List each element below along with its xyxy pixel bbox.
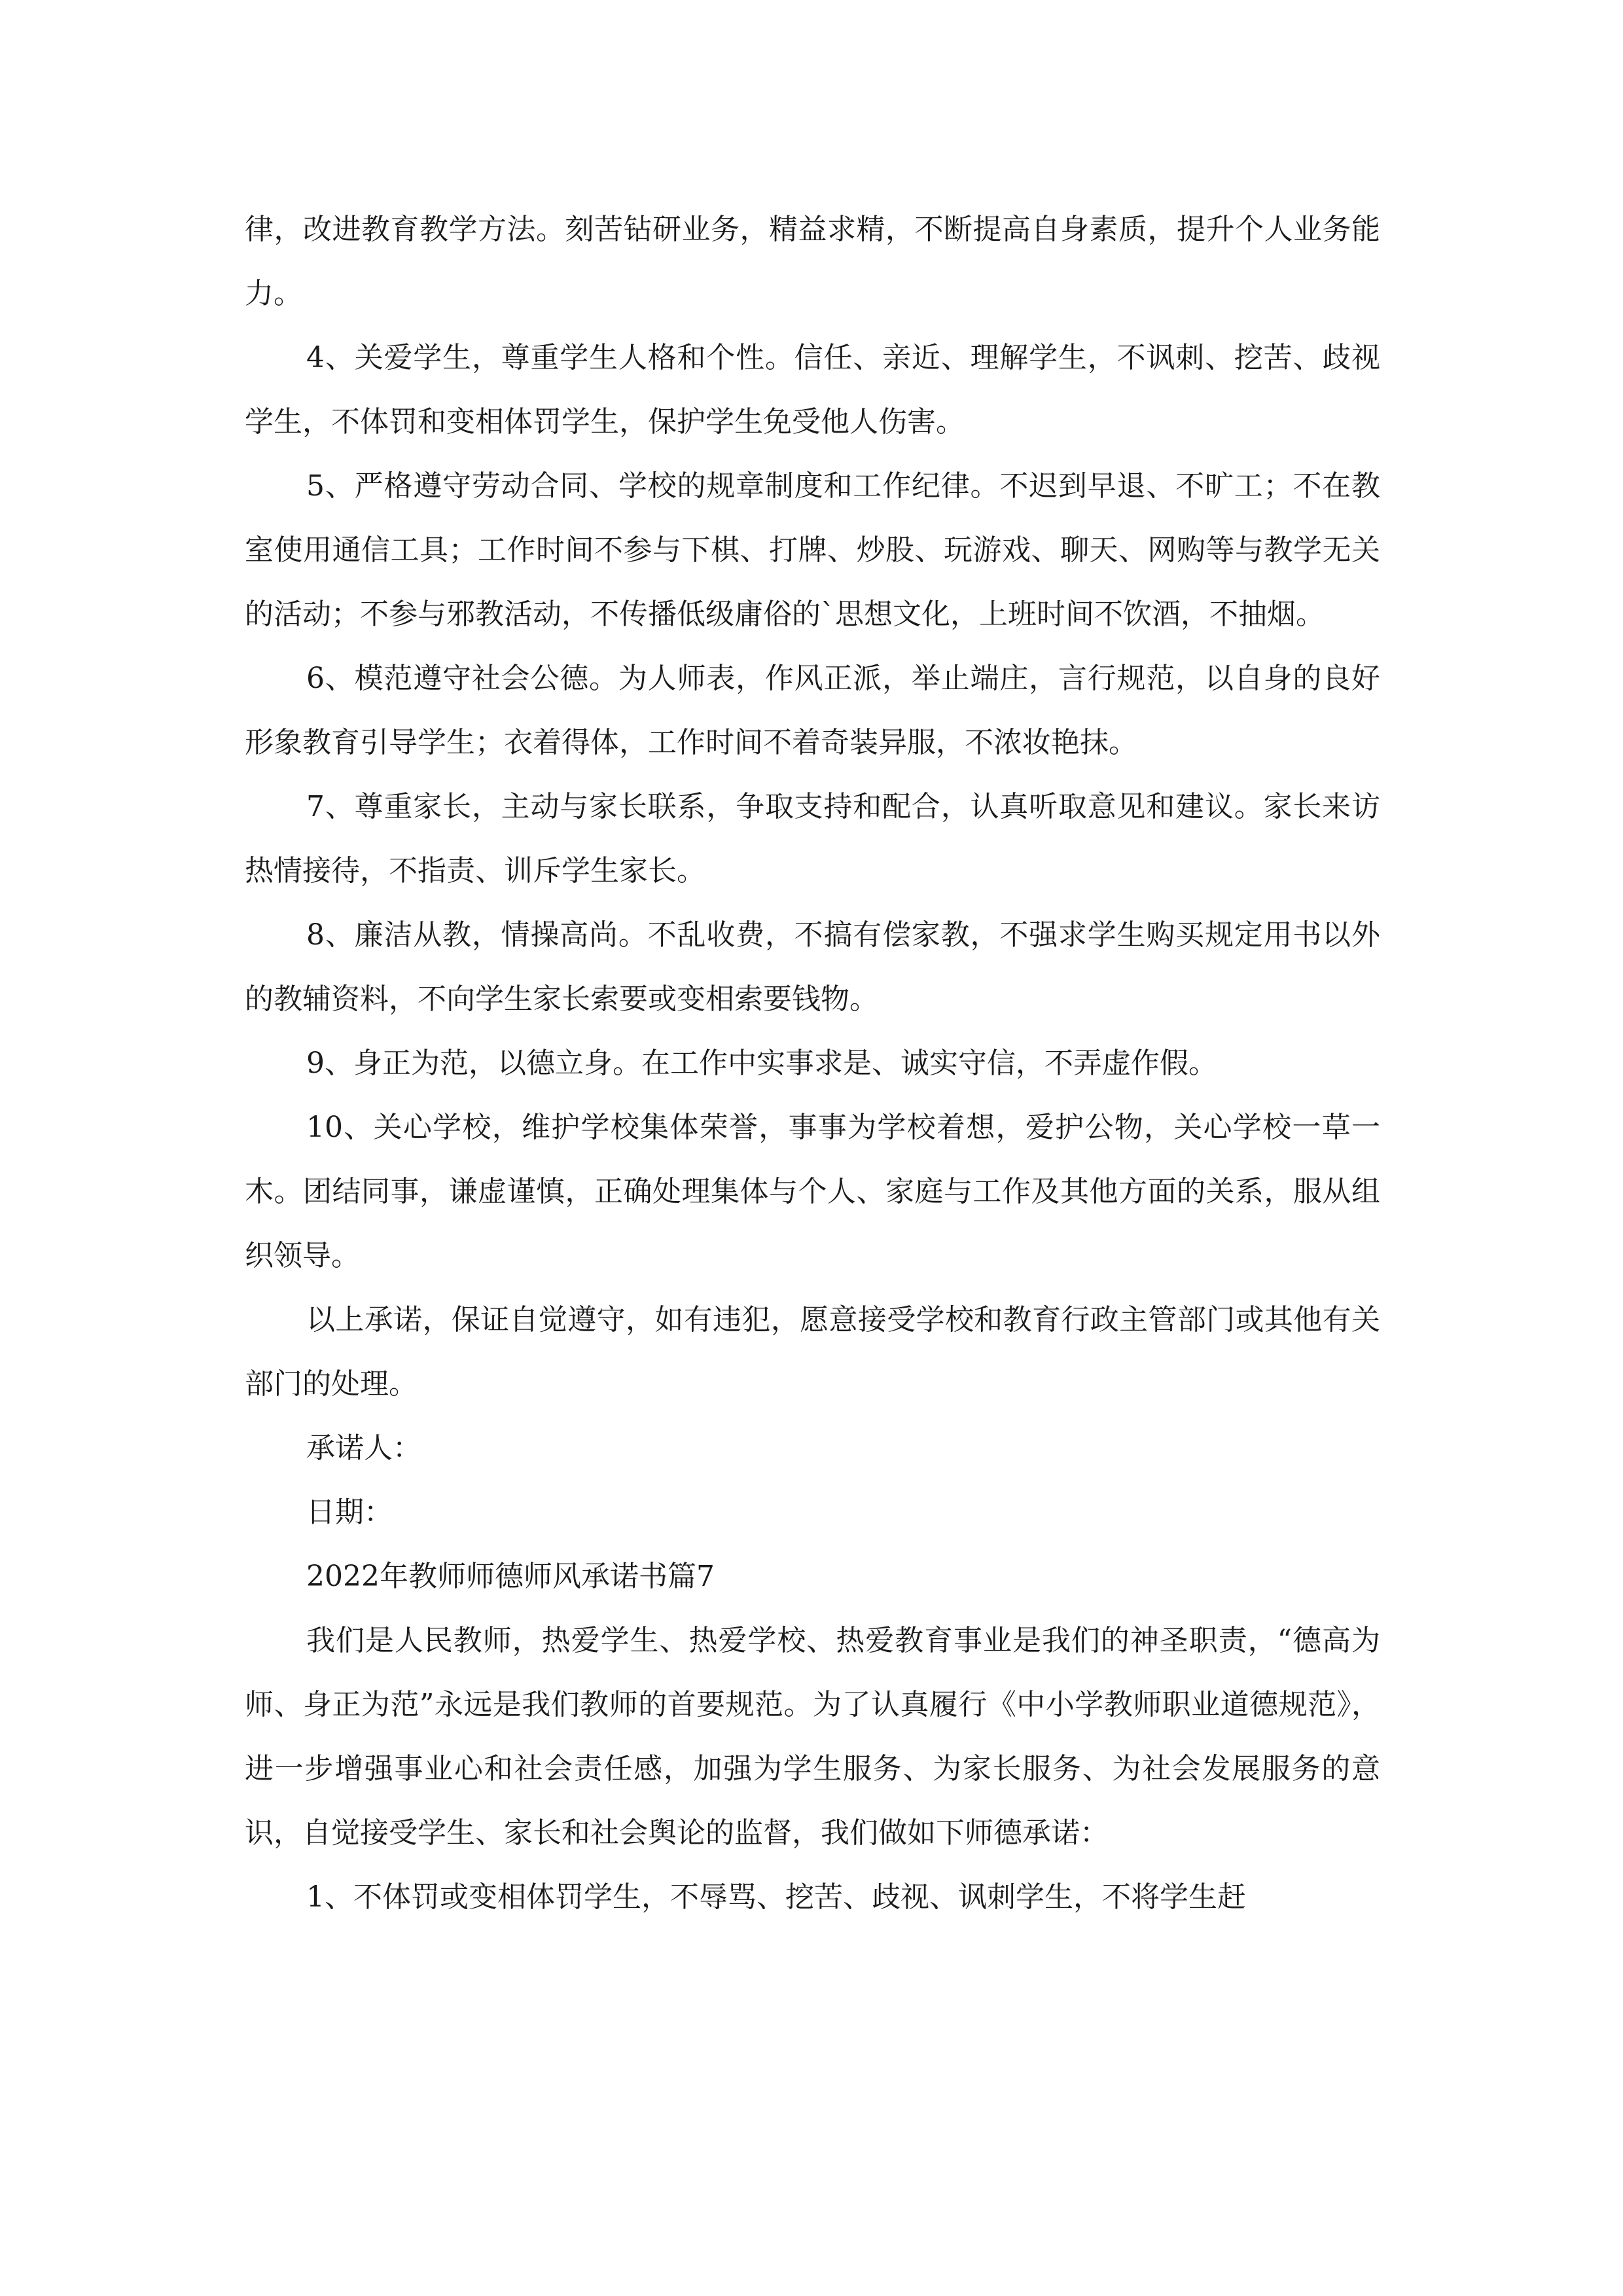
paragraph-item-1: 1、不体罚或变相体罚学生，不辱骂、挖苦、歧视、讽刺学生，不将学生赶 (306, 1880, 1246, 1914)
paragraph-item-10: 10、关心学校，维护学校集体荣誉，事事为学校着想，爱护公物，关心学校一草一木。团结同事，谦虚谨慎，正确处理集体与个人、家庭与工作及其他方面的关系，服从组织领导。 (245, 1111, 1380, 1272)
paragraph-item-8: 8、廉洁从教，情操高尚。不乱收费，不搞有偿家教，不强求学生购买规定用书以外的教辅资料，不向学生家长索要或变相索要钱物。 (245, 918, 1380, 1016)
paragraph-item-7: 7、尊重家长，主动与家长联系，争取支持和配合，认真听取意见和建议。家长来访热情接待，不指责、训斥学生家长。 (245, 790, 1380, 888)
paragraph-item-6: 6、模范遵守社会公德。为人师表，作风正派，举止端庄，言行规范，以自身的良好形象教育引导学生；衣着得体，工作时间不着奇装异服，不浓妆艳抹。 (245, 662, 1380, 759)
paragraph-closing-promise: 以上承诺，保证自觉遵守，如有违犯，愿意接受学校和教育行政主管部门或其他有关部门的处理。 (245, 1303, 1380, 1401)
document-body (245, 198, 1380, 1929)
paragraph-item-4: 4、关爱学生，尊重学生人格和个性。信任、亲近、理解学生，不讽刺、挖苦、歧视学生，不体罚和变相体罚学生，保护学生免受他人伤害。 (245, 341, 1380, 439)
paragraph-continuation: 律，改进教育教学方法。刻苦钻研业务，精益求精，不断提高自身素质，提升个人业务能力。 (245, 213, 1380, 310)
section-heading: 2022年教师师德师风承诺书篇7 (306, 1560, 715, 1593)
date-label: 日期： (306, 1496, 393, 1529)
promiser-label: 承诺人： (306, 1431, 421, 1465)
paragraph-intro: 我们是人民教师，热爱学生、热爱学校、热爱教育事业是我们的神圣职责，“德高为师、身正为范”永远是我们教师的首要规范。为了认真履行《中小学教师职业道德规范》，进一步增强事业心和社会责任感，加强为学生服务、为家长服务、为社会发展服务的意识，自觉接受学生、家长和社会舆论的监督，我们做如下师德承诺： (245, 1624, 1380, 1850)
paragraph-item-9: 9、身正为范，以德立身。在工作中实事求是、诚实守信，不弄虚作假。 (306, 1047, 1217, 1080)
paragraph-item-5: 5、严格遵守劳动合同、学校的规章制度和工作纪律。不迟到早退、不旷工；不在教室使用通信工具；工作时间不参与下棋、打牌、炒股、玩游戏、聊天、网购等与教学无关的活动；不参与邪教活动，不传播低级庸俗的`思想文化，上班时间不饮酒，不抽烟。 (245, 469, 1380, 631)
